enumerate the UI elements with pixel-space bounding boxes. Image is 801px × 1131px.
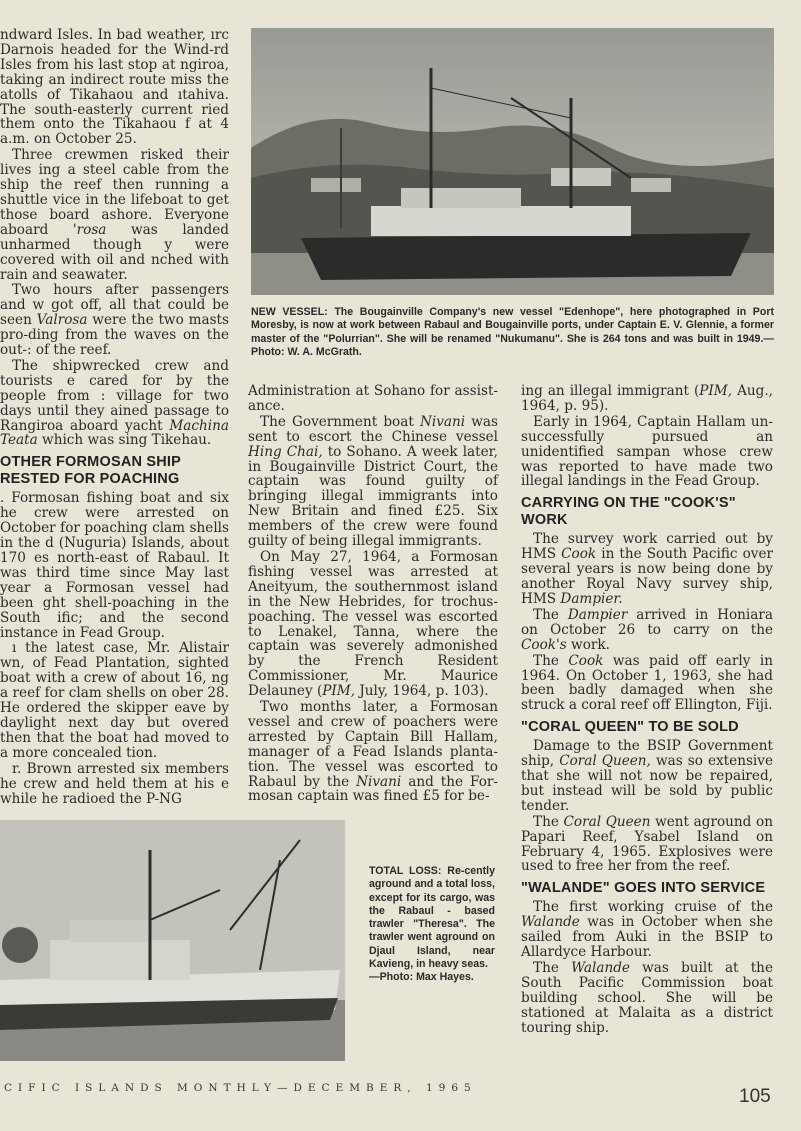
section-heading-coral-queen: "CORAL QUEEN" TO BE SOLD xyxy=(521,719,739,736)
ship-photo-graphic xyxy=(251,28,774,295)
col2-paragraph-2: The Government boat Nivani was sent to escort the Chinese vessel Hing Chai, to Sohano. A week later, in Bougainville District Court, the captain was found guilty of bringing illegal immigrants into New Britain and fined £25. Six members of the crew were found guilty of being illegal immigrants. xyxy=(248,413,498,550)
section-heading-formosan: OTHER FORMOSAN SHIP RESTED FOR POACHING xyxy=(0,454,181,488)
col1-paragraph-7: r. Brown arrested six members he crew and held them at his e while he radioed the P-NG xyxy=(0,760,229,807)
edenhope-photo xyxy=(251,28,774,295)
col2-paragraph-4: Two months later, a Formosan vessel and crew of poachers were arrested by Captain Bill Hallam, manager of a Fead Islands planta-tion. The vessel was escorted to Rabaul by the Nivani and the For-mosan captain was fined £5 for be- xyxy=(248,699,498,805)
col3-paragraph-5: The Cook was paid off early in 1964. On October 1, 1963, she had been badly damaged when she struck a coral reef off Ellington, Fiji. xyxy=(521,652,773,714)
col1-paragraph-3: Two hours after passengers and w got off, all that could be seen Valrosa were the two masts pro-ding from the waves on the out-: of the reef. xyxy=(0,282,229,359)
column-1 xyxy=(0,28,229,807)
col1-paragraph-4: The shipwrecked crew and tourists e cared for by the people from : village for two days until they ained passage to Rangiroa aboard yacht Machina Teata which was sing Tikehau. xyxy=(0,357,229,449)
col1-paragraph-1: ndward Isles. In bad weather, ırc Darnois headed for the Wind-rd Isles from his last stop at ngiroa, taking an indirect route miss the atolls of Tikahaou and ıtahiva. The south-easterly current ried them onto the Tikahaou f at 4 a.m. on October 25. xyxy=(0,27,229,148)
col3-paragraph-8: The first working cruise of the Walande was in October when she sailed from Auki in the BSIP to Allardyce Harbour. xyxy=(521,899,773,961)
col1-paragraph-6: ı the latest case, Mr. Alistair wn, of Fead Plantation, sighted boat with a crew of about 16, ng a reef for clam shells on ober 28. He ordered the skipper eave by daylight next day but overed then that the boat had moved to a more concealed tion. xyxy=(0,640,229,761)
column-3 xyxy=(521,384,773,1037)
col2-paragraph-3: On May 27, 1964, a Formosan fishing vessel was arrested at Aneityum, the southernmost island in the New Hebrides, for trochus-poaching. The vessel was escorted to Lenakel, Tanna, where the captain was severely admonished by the French Resident Commissioner, Mr. Maurice Delauney (PIM, July, 1964, p. 103). xyxy=(248,548,498,700)
col1-paragraph-5: . Formosan fishing boat and six he crew were arrested on October for poaching clam shells in the d (Nuguria) Islands, about 170 es north-east of Rabaul. It was third time since May last year a Formosan vessel had been ght shell-poaching in the South ific; and the second instance in Fead Group. xyxy=(0,490,229,641)
page-number: 105 xyxy=(739,1086,771,1107)
col3-paragraph-9: The Walande was built at the South Pacific Commission boat building school. She will be stationed at Malaita as a district touring ship. xyxy=(521,960,773,1036)
col3-paragraph-2: Early in 1964, Captain Hallam un-successfully pursued an unidentified sampan whose crew was reported to have made two illegal landings in the Fead Group. xyxy=(521,413,773,490)
trawler-photo-graphic xyxy=(0,820,345,1061)
col3-paragraph-7: The Coral Queen went aground on Papari Reef, Ysabel Island on February 4, 1965. Explosives were used to free her from the reef. xyxy=(521,813,773,875)
section-heading-cook: CARRYING ON THE "COOK'S" WORK xyxy=(521,495,736,529)
section-heading-walande: "WALANDE" GOES INTO SERVICE xyxy=(521,880,766,897)
col3-paragraph-6: Damage to the BSIP Government ship, Coral Queen, was so extensive that she will not now be repaired, but instead will be sold by public tender. xyxy=(521,738,773,814)
page-footer: CIFIC ISLANDS MONTHLY—DECEMBER, 1965 xyxy=(4,1082,477,1094)
col3-paragraph-4: The Dampier arrived in Honiara on October 26 to carry on the Cook's work. xyxy=(521,606,773,653)
column-2 xyxy=(248,384,498,805)
theresa-photo xyxy=(0,820,345,1061)
col3-paragraph-1: ing an illegal immigrant (PIM, Aug., 1964, p. 95). xyxy=(521,383,773,414)
col2-paragraph-1: Administration at Sohano for assist-ance. xyxy=(248,383,498,414)
top-photo-caption: NEW VESSEL: The Bougainville Company's new vessel "Edenhope", here photographed in Port Moresby, is now at work between Rabaul and Bougainville ports, under Captain E. V. Glennie, a former master of the "Polurrian". She will be renamed "Nukumanu". She is 264 tons and was built in 1949.—Photo: W. A. McGrath. xyxy=(251,306,774,358)
bottom-photo-caption: TOTAL LOSS: Re-cently aground and a total loss, except for its cargo, was the Rabaul - based trawler "Theresa". The trawler went aground on Djaul Island, near Kavieng, in heavy seas. —Photo: Max Hayes. xyxy=(369,865,495,984)
col3-paragraph-3: The survey work carried out by HMS Cook in the South Pacific over several years is now being done by another Royal Navy survey ship, HMS Dampier. xyxy=(521,531,773,607)
col1-paragraph-2: Three crewmen risked their lives ing a steel cable from the ship the reef then running a shuttle vice in the lifeboat to get those board ashore. Everyone aboard 'rosa was landed unharmed though y were covered with oil and nched with rain and seawater. xyxy=(0,147,229,283)
